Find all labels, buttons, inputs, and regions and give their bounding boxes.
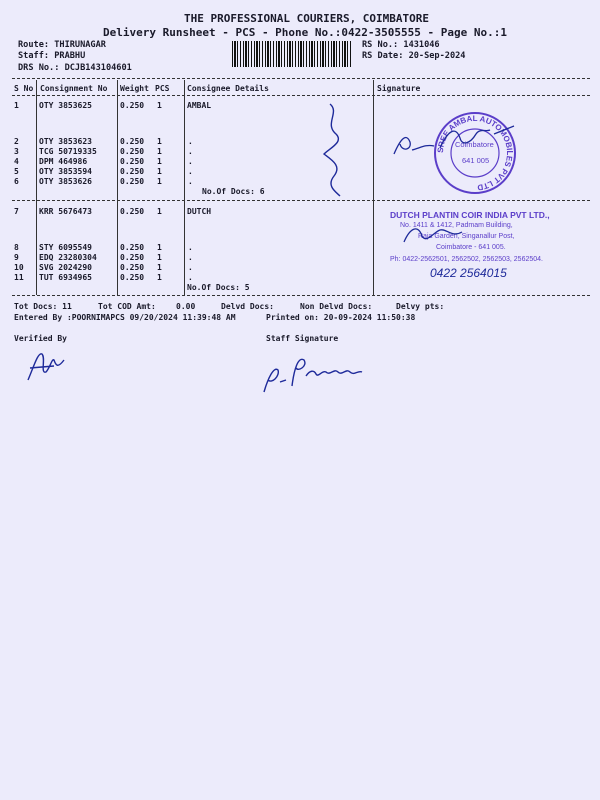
- row-sno: 5: [14, 167, 19, 176]
- seal-center-city: Coimbatore: [455, 140, 494, 149]
- consignee-signature-1: [390, 120, 520, 160]
- row-pcs: 1: [157, 253, 162, 262]
- seal-ring-text: SREE AMBAL AUTOMOBILES PVT LTD: [435, 113, 515, 192]
- row-details: .: [188, 273, 193, 282]
- col-header-consignment: Consignment No: [40, 84, 108, 93]
- row-details: .: [188, 263, 193, 272]
- group-divider: [12, 200, 590, 201]
- verifier-signature: [24, 346, 74, 386]
- staff-signature-label: Staff Signature: [266, 334, 339, 343]
- table-row: [0, 263, 600, 273]
- row-consignment: DPM 464986: [39, 157, 88, 166]
- row-weight: 0.250: [120, 147, 145, 156]
- total-cod-label: Tot COD Amt:: [98, 302, 156, 311]
- row-weight: 0.250: [120, 273, 145, 282]
- row-consignment: TCG 50719335: [39, 147, 97, 156]
- printed-on: Printed on: 20-09-2024 11:50:38: [266, 313, 416, 322]
- row-consignee: DUTCH: [187, 207, 212, 216]
- dutch-stamp-phone: Ph: 0422-2562501, 2562502, 2562503, 2562504.: [390, 256, 543, 263]
- rs-date: RS Date: 20-Sep-2024: [362, 51, 466, 61]
- row-weight: 0.250: [120, 101, 145, 110]
- row-details: .: [188, 177, 193, 186]
- row-pcs: 1: [157, 207, 162, 216]
- row-pcs: 1: [157, 177, 162, 186]
- total-cod-value: 0.00: [176, 302, 196, 311]
- row-weight: 0.250: [120, 157, 145, 166]
- staff-signature: [258, 350, 368, 398]
- row-consignment: OTY 3853625: [39, 101, 92, 110]
- group1-doc-count: No.Of Docs: 6: [202, 187, 265, 196]
- total-docs: Tot Docs: 11: [14, 302, 72, 311]
- row-sno: 7: [14, 207, 19, 216]
- row-consignment: OTY 3853626: [39, 177, 92, 186]
- row-details: .: [188, 253, 193, 262]
- delivered-docs: Delvd Docs:: [221, 302, 274, 311]
- col-header-sno: S No: [14, 84, 34, 93]
- row-sno: 10: [14, 263, 24, 272]
- row-consignment: EDQ 23280304: [39, 253, 97, 262]
- row-weight: 0.250: [120, 263, 145, 272]
- table-row: [0, 273, 600, 283]
- non-delivered-docs: Non Delvd Docs:: [300, 302, 373, 311]
- row-weight: 0.250: [120, 207, 145, 216]
- header-bottom-rule: [12, 95, 590, 96]
- row-pcs: 1: [157, 243, 162, 252]
- staff-label: Staff: PRABHU: [18, 51, 86, 61]
- row-pcs: 1: [157, 157, 162, 166]
- dutch-stamp-address1: No. 1411 & 1412, Padmam Building,: [400, 222, 513, 229]
- col-header-pcs: PCS: [155, 84, 170, 93]
- brace-mark: [310, 100, 350, 200]
- row-details: .: [188, 137, 193, 146]
- dutch-stamp-address3: Coimbatore - 641 005.: [436, 244, 506, 251]
- consignee-signature-2: [400, 220, 470, 250]
- row-sno: 1: [14, 101, 19, 110]
- row-details: .: [188, 147, 193, 156]
- row-consignment: KRR 5676473: [39, 207, 92, 216]
- delivery-points: Delvy pts:: [396, 302, 445, 311]
- row-sno: 11: [14, 273, 24, 282]
- dutch-stamp-address2: Raja Garden, Singanallur Post,: [418, 233, 515, 240]
- verified-by-label: Verified By: [14, 334, 67, 343]
- runsheet-subtitle: Delivery Runsheet - PCS - Phone No.:0422-3505555 - Page No.:1: [103, 26, 507, 39]
- row-weight: 0.250: [120, 137, 145, 146]
- row-consignment: STY 6095549: [39, 243, 92, 252]
- row-consignee: AMBAL: [187, 101, 212, 110]
- row-sno: 6: [14, 177, 19, 186]
- route-label: Route: THIRUNAGAR: [18, 40, 106, 50]
- table-top-rule: [12, 78, 590, 79]
- rs-number: RS No.: 1431046: [362, 40, 440, 50]
- dutch-stamp-name: DUTCH PLANTIN COIR INDIA PVT LTD.,: [390, 210, 550, 220]
- row-pcs: 1: [157, 263, 162, 272]
- barcode: [232, 41, 352, 67]
- row-weight: 0.250: [120, 243, 145, 252]
- row-pcs: 1: [157, 137, 162, 146]
- entered-by: Entered By :POORNIMAPCS 09/20/2024 11:39:48 AM: [14, 313, 236, 322]
- col-header-consignee: Consignee Details: [187, 84, 269, 93]
- drs-number: DRS No.: DCJB143104601: [18, 63, 132, 73]
- row-sno: 2: [14, 137, 19, 146]
- table-row: [0, 243, 600, 253]
- table-bottom-rule: [12, 295, 590, 296]
- row-sno: 8: [14, 243, 19, 252]
- row-details: .: [188, 243, 193, 252]
- row-pcs: 1: [157, 167, 162, 176]
- col-header-signature: Signature: [377, 84, 421, 93]
- col-header-weight: Weight: [120, 84, 149, 93]
- row-consignment: TUT 6934965: [39, 273, 92, 282]
- row-weight: 0.250: [120, 167, 145, 176]
- row-sno: 9: [14, 253, 19, 262]
- row-pcs: 1: [157, 273, 162, 282]
- row-sno: 3: [14, 147, 19, 156]
- row-details: .: [188, 167, 193, 176]
- group2-doc-count: No.Of Docs: 5: [187, 283, 250, 292]
- row-pcs: 1: [157, 101, 162, 110]
- company-name: THE PROFESSIONAL COURIERS, COIMBATORE: [184, 12, 430, 25]
- row-weight: 0.250: [120, 253, 145, 262]
- handwritten-phone: 0422 2564015: [430, 266, 507, 280]
- row-consignment: SVG 2024290: [39, 263, 92, 272]
- seal-center-pin: 641 005: [462, 156, 490, 165]
- row-consignment: OTY 3853623: [39, 137, 92, 146]
- row-weight: 0.250: [120, 177, 145, 186]
- row-details: .: [188, 157, 193, 166]
- row-sno: 4: [14, 157, 19, 166]
- row-pcs: 1: [157, 147, 162, 156]
- row-consignment: OTY 3853594: [39, 167, 92, 176]
